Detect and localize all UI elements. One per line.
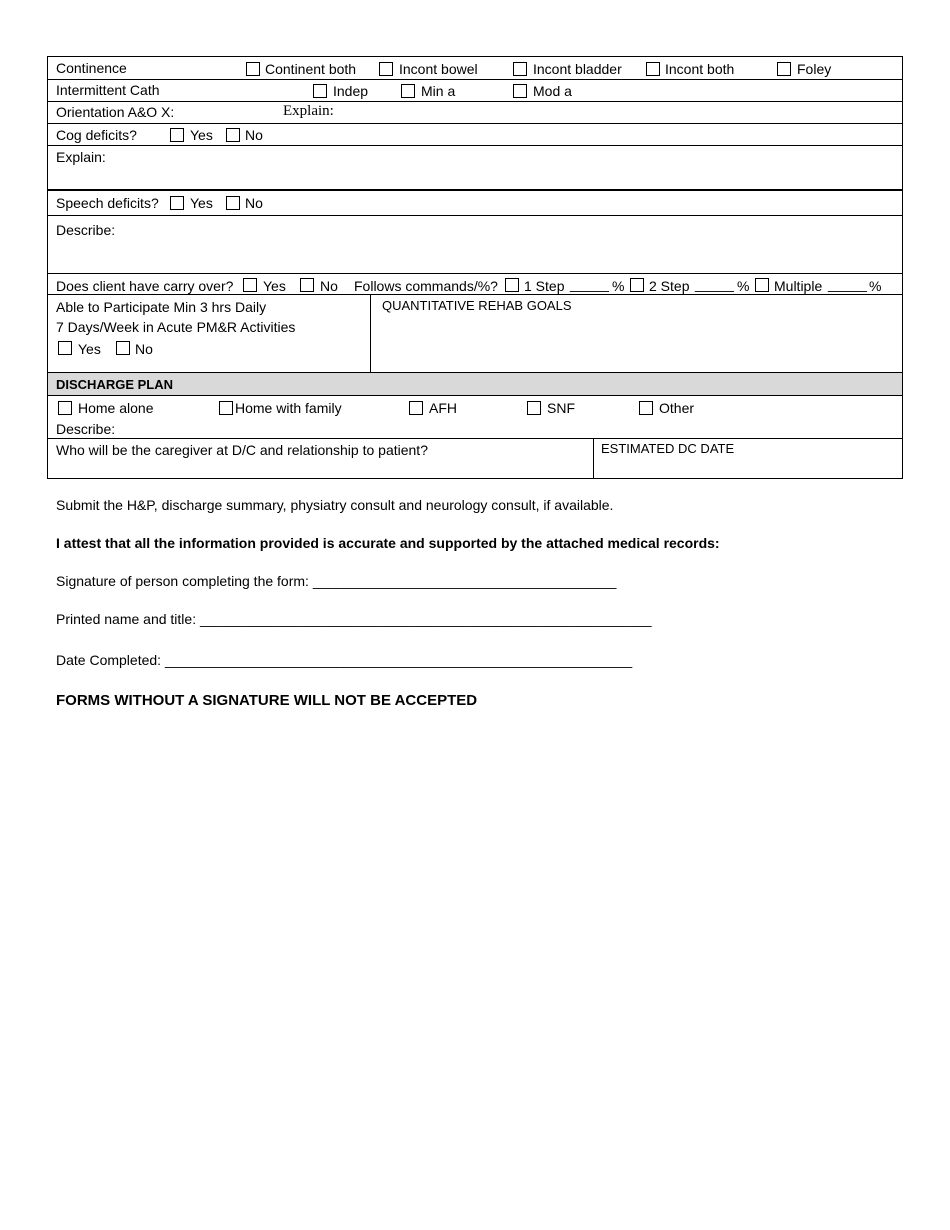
incont-both-checkbox[interactable]: [646, 62, 660, 76]
indep-label: Indep: [333, 83, 369, 99]
printed-name-label: Printed name and title:: [56, 611, 197, 627]
participate-no-label: No: [135, 341, 153, 357]
cog-explain-label: Explain:: [56, 149, 106, 165]
cog-no-label: No: [245, 127, 263, 143]
min-a-label: Min a: [421, 83, 456, 99]
follows-commands-label: Follows commands/%?: [354, 278, 498, 294]
intermittent-cath-label: Intermittent Cath: [56, 82, 160, 98]
row-divider: [47, 56, 903, 57]
other-label: Other: [659, 400, 695, 416]
row-divider: [47, 189, 903, 191]
row-divider: [47, 101, 903, 102]
one-step-pct-blank[interactable]: _____: [570, 276, 609, 292]
signature-line[interactable]: _______________________________________: [312, 573, 617, 589]
participate-yes-label: Yes: [78, 341, 101, 357]
row-divider: [47, 395, 903, 396]
other-checkbox[interactable]: [639, 401, 653, 415]
foley-label: Foley: [797, 61, 832, 77]
carry-over-no-checkbox[interactable]: [300, 278, 314, 292]
home-with-family-checkbox[interactable]: [219, 401, 233, 415]
incont-both-label: Incont both: [665, 61, 735, 77]
table-border-left: [47, 56, 48, 479]
speech-yes-label: Yes: [190, 195, 213, 211]
carry-over-yes-checkbox[interactable]: [243, 278, 257, 292]
caregiver-label: Who will be the caregiver at D/C and relationship to patient?: [56, 442, 428, 458]
multiple-checkbox[interactable]: [755, 278, 769, 292]
estimated-dc-date-label: ESTIMATED DC DATE: [601, 441, 735, 456]
multiple-pct-blank[interactable]: _____: [828, 276, 867, 292]
date-completed-label: Date Completed:: [56, 652, 162, 668]
home-with-family-label: Home with family: [235, 400, 342, 416]
discharge-header-shade: [48, 373, 902, 395]
incont-bowel-label: Incont bowel: [399, 61, 478, 77]
carry-over-yes-label: Yes: [263, 278, 286, 294]
one-step-label: 1 Step: [524, 278, 565, 294]
printed-name-row: [56, 611, 652, 627]
orientation-label: Orientation A&O X:: [56, 104, 175, 120]
speech-describe-label: Describe:: [56, 222, 116, 238]
row-divider: [47, 294, 903, 295]
row-divider: [47, 215, 903, 216]
incont-bowel-checkbox[interactable]: [379, 62, 393, 76]
one-step-pct-sign: %: [612, 278, 625, 294]
min-a-checkbox[interactable]: [401, 84, 415, 98]
signature-row: [56, 573, 616, 589]
multiple-label: Multiple: [774, 278, 823, 294]
table-border-bottom: [47, 478, 903, 479]
mod-a-checkbox[interactable]: [513, 84, 527, 98]
participate-line-2: 7 Days/Week in Acute PM&R Activities: [56, 319, 296, 335]
home-alone-label: Home alone: [78, 400, 154, 416]
column-divider: [593, 438, 594, 479]
speech-yes-checkbox[interactable]: [170, 196, 184, 210]
indep-checkbox[interactable]: [313, 84, 327, 98]
submit-note: Submit the H&P, discharge summary, physiatry consult and neurology consult, if available.: [56, 497, 614, 513]
attestation-text: I attest that all the information provided is accurate and supported by the attached medical records:: [56, 535, 720, 551]
continent-both-label: Continent both: [265, 61, 357, 77]
cog-no-checkbox[interactable]: [226, 128, 240, 142]
foley-checkbox[interactable]: [777, 62, 791, 76]
discharge-describe-label: Describe:: [56, 421, 116, 437]
carry-over-no-label: No: [320, 278, 338, 294]
carry-over-label: Does client have carry over?: [56, 278, 234, 294]
cog-yes-label: Yes: [190, 127, 213, 143]
incont-bladder-checkbox[interactable]: [513, 62, 527, 76]
two-step-label: 2 Step: [649, 278, 690, 294]
continent-both-checkbox[interactable]: [246, 62, 260, 76]
speech-deficits-label: Speech deficits?: [56, 195, 159, 211]
snf-label: SNF: [547, 400, 575, 416]
multiple-pct-sign: %: [869, 278, 882, 294]
participate-yes-checkbox[interactable]: [58, 341, 72, 355]
participate-line-1: Able to Participate Min 3 hrs Daily: [56, 299, 267, 315]
cog-deficits-label: Cog deficits?: [56, 127, 137, 143]
printed-name-line[interactable]: __________________________________________________________: [199, 611, 652, 627]
column-divider: [370, 294, 371, 373]
date-completed-line[interactable]: ____________________________________________________________: [164, 652, 633, 668]
speech-no-checkbox[interactable]: [226, 196, 240, 210]
two-step-pct-blank[interactable]: _____: [695, 276, 734, 292]
afh-checkbox[interactable]: [409, 401, 423, 415]
signature-warning: FORMS WITHOUT A SIGNATURE WILL NOT BE ACCEPTED: [56, 692, 478, 709]
discharge-plan-header: DISCHARGE PLAN: [56, 377, 174, 392]
table-border-right: [902, 56, 903, 479]
signature-label: Signature of person completing the form:: [56, 573, 309, 589]
two-step-checkbox[interactable]: [630, 278, 644, 292]
rehab-goals-label: QUANTITATIVE REHAB GOALS: [382, 298, 572, 313]
speech-no-label: No: [245, 195, 263, 211]
home-alone-checkbox[interactable]: [58, 401, 72, 415]
afh-label: AFH: [429, 400, 457, 416]
cog-yes-checkbox[interactable]: [170, 128, 184, 142]
continence-label: Continence: [56, 60, 127, 76]
row-divider: [47, 145, 903, 146]
row-divider: [47, 273, 903, 274]
row-divider: [47, 79, 903, 80]
date-completed-row: [56, 652, 632, 668]
participate-no-checkbox[interactable]: [116, 341, 130, 355]
mod-a-label: Mod a: [533, 83, 572, 99]
two-step-pct-sign: %: [737, 278, 750, 294]
orientation-explain-label: Explain:: [283, 103, 334, 119]
snf-checkbox[interactable]: [527, 401, 541, 415]
row-divider: [47, 438, 903, 439]
row-divider: [47, 123, 903, 124]
incont-bladder-label: Incont bladder: [533, 61, 622, 77]
one-step-checkbox[interactable]: [505, 278, 519, 292]
